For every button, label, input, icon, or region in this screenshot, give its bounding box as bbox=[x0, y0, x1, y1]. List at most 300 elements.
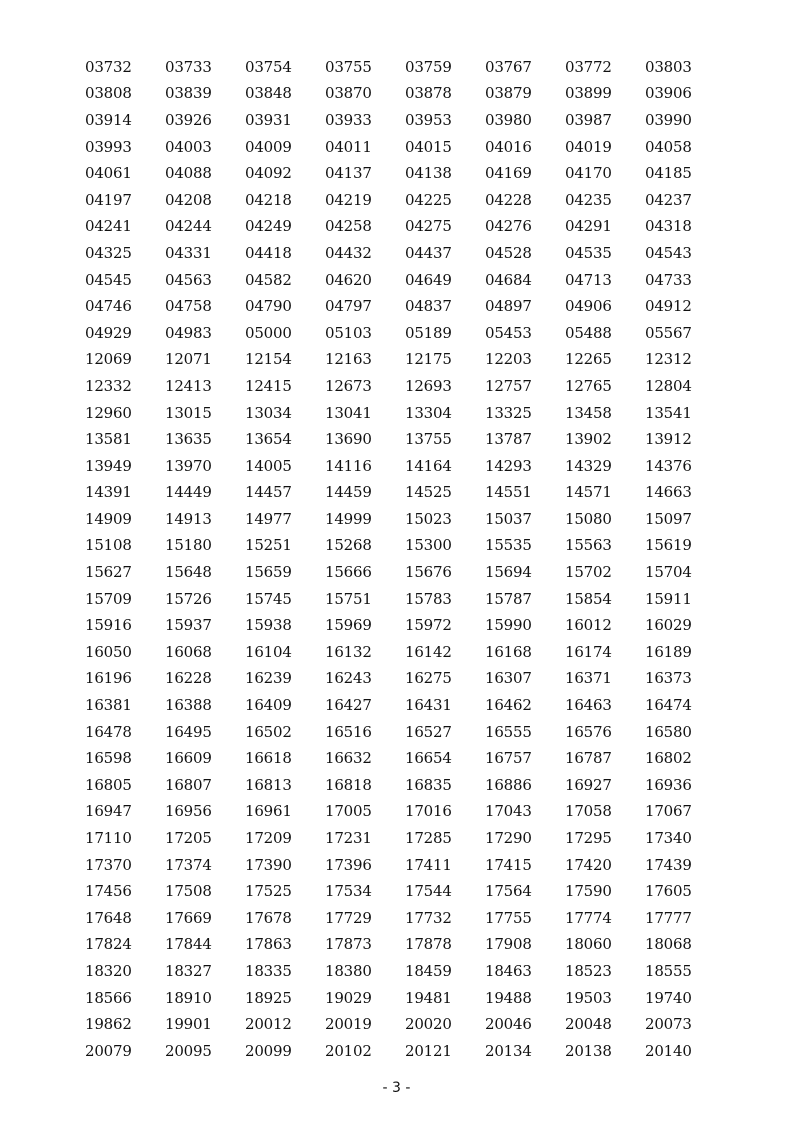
table-row bbox=[85, 958, 725, 985]
number-cell: 15023 bbox=[405, 509, 452, 528]
number-cell: 17340 bbox=[645, 829, 692, 848]
number-cell: 17605 bbox=[645, 882, 692, 901]
number-cell: 20134 bbox=[485, 1041, 532, 1060]
number-cell: 04169 bbox=[485, 164, 532, 183]
number-cell: 18555 bbox=[645, 961, 692, 980]
table-row bbox=[85, 825, 725, 852]
number-cell: 18523 bbox=[565, 961, 612, 980]
number-cell: 04291 bbox=[565, 217, 612, 236]
number-cell: 16807 bbox=[165, 775, 212, 794]
number-cell: 03906 bbox=[645, 84, 692, 103]
table-row bbox=[85, 745, 725, 772]
number-cell: 17844 bbox=[165, 935, 212, 954]
number-cell: 04228 bbox=[485, 190, 532, 209]
number-cell: 16050 bbox=[85, 642, 132, 661]
number-cell: 04003 bbox=[165, 137, 212, 156]
number-cell: 17824 bbox=[85, 935, 132, 954]
number-cell: 03990 bbox=[645, 110, 692, 129]
number-cell: 12415 bbox=[245, 376, 292, 395]
number-cell: 04138 bbox=[405, 164, 452, 183]
number-cell: 12960 bbox=[85, 403, 132, 422]
number-cell: 03993 bbox=[85, 137, 132, 156]
number-cell: 17043 bbox=[485, 802, 532, 821]
table-row bbox=[85, 54, 725, 81]
number-cell: 03732 bbox=[85, 57, 132, 76]
number-cell: 16835 bbox=[405, 775, 452, 794]
table-row bbox=[85, 214, 725, 241]
number-cell: 15916 bbox=[85, 616, 132, 635]
number-cell: 05189 bbox=[405, 323, 452, 342]
number-cell: 04009 bbox=[245, 137, 292, 156]
number-cell: 15990 bbox=[485, 616, 532, 635]
number-cell: 03987 bbox=[565, 110, 612, 129]
number-cell: 04545 bbox=[85, 270, 132, 289]
number-cell: 04185 bbox=[645, 164, 692, 183]
number-cell: 04897 bbox=[485, 297, 532, 316]
number-cell: 13304 bbox=[405, 403, 452, 422]
number-cell: 13949 bbox=[85, 456, 132, 475]
number-cell: 13690 bbox=[325, 430, 372, 449]
number-cell: 14913 bbox=[165, 509, 212, 528]
number-cell: 12765 bbox=[565, 376, 612, 395]
number-cell: 04208 bbox=[165, 190, 212, 209]
number-cell: 12673 bbox=[325, 376, 372, 395]
number-cell: 04137 bbox=[325, 164, 372, 183]
number-cell: 18566 bbox=[85, 988, 132, 1007]
number-cell: 15709 bbox=[85, 589, 132, 608]
number-cell: 17678 bbox=[245, 908, 292, 927]
number-cell: 14551 bbox=[485, 483, 532, 502]
number-cell: 04092 bbox=[245, 164, 292, 183]
number-cell: 15938 bbox=[245, 616, 292, 635]
number-cell: 12069 bbox=[85, 350, 132, 369]
number-cell: 16174 bbox=[565, 642, 612, 661]
number-cell: 17908 bbox=[485, 935, 532, 954]
table-row bbox=[85, 878, 725, 905]
number-cell: 15268 bbox=[325, 536, 372, 555]
number-cell: 13970 bbox=[165, 456, 212, 475]
number-cell: 17590 bbox=[565, 882, 612, 901]
number-cell: 04235 bbox=[565, 190, 612, 209]
number-cell: 15937 bbox=[165, 616, 212, 635]
number-cell: 03848 bbox=[245, 84, 292, 103]
number-cell: 03926 bbox=[165, 110, 212, 129]
table-row bbox=[85, 639, 725, 666]
number-cell: 03879 bbox=[485, 84, 532, 103]
number-cell: 19740 bbox=[645, 988, 692, 1007]
number-cell: 04733 bbox=[645, 270, 692, 289]
number-cell: 14977 bbox=[245, 509, 292, 528]
number-cell: 12332 bbox=[85, 376, 132, 395]
number-cell: 03755 bbox=[325, 57, 372, 76]
number-cell: 20102 bbox=[325, 1041, 372, 1060]
number-cell: 15251 bbox=[245, 536, 292, 555]
number-cell: 14457 bbox=[245, 483, 292, 502]
number-cell: 20048 bbox=[565, 1015, 612, 1034]
number-cell: 03870 bbox=[325, 84, 372, 103]
number-cell: 18459 bbox=[405, 961, 452, 980]
table-row bbox=[85, 160, 725, 187]
number-cell: 17374 bbox=[165, 855, 212, 874]
number-cell: 04197 bbox=[85, 190, 132, 209]
number-cell: 14571 bbox=[565, 483, 612, 502]
number-cell: 16012 bbox=[565, 616, 612, 635]
number-cell: 16373 bbox=[645, 669, 692, 688]
number-cell: 04276 bbox=[485, 217, 532, 236]
number-cell: 16228 bbox=[165, 669, 212, 688]
number-cell: 12757 bbox=[485, 376, 532, 395]
table-row bbox=[85, 1038, 725, 1065]
number-cell: 14376 bbox=[645, 456, 692, 475]
number-cell: 04837 bbox=[405, 297, 452, 316]
number-cell: 17774 bbox=[565, 908, 612, 927]
number-cell: 14293 bbox=[485, 456, 532, 475]
number-cell: 15787 bbox=[485, 589, 532, 608]
number-cell: 03914 bbox=[85, 110, 132, 129]
number-cell: 16947 bbox=[85, 802, 132, 821]
number-cell: 16787 bbox=[565, 749, 612, 768]
number-cell: 14999 bbox=[325, 509, 372, 528]
number-cell: 16068 bbox=[165, 642, 212, 661]
number-cell: 17016 bbox=[405, 802, 452, 821]
number-cell: 16818 bbox=[325, 775, 372, 794]
number-cell: 13635 bbox=[165, 430, 212, 449]
number-cell: 13787 bbox=[485, 430, 532, 449]
number-cell: 15854 bbox=[565, 589, 612, 608]
number-cell: 17370 bbox=[85, 855, 132, 874]
number-cell: 17390 bbox=[245, 855, 292, 874]
number-cell: 04563 bbox=[165, 270, 212, 289]
number-cell: 17209 bbox=[245, 829, 292, 848]
table-row bbox=[85, 932, 725, 959]
number-cell: 12265 bbox=[565, 350, 612, 369]
number-cell: 13902 bbox=[565, 430, 612, 449]
number-cell: 17058 bbox=[565, 802, 612, 821]
number-cell: 17863 bbox=[245, 935, 292, 954]
number-cell: 04218 bbox=[245, 190, 292, 209]
number-cell: 18380 bbox=[325, 961, 372, 980]
table-row bbox=[85, 852, 725, 879]
number-cell: 13541 bbox=[645, 403, 692, 422]
number-cell: 15666 bbox=[325, 563, 372, 582]
number-cell: 18068 bbox=[645, 935, 692, 954]
number-cell: 15659 bbox=[245, 563, 292, 582]
table-row bbox=[85, 373, 725, 400]
number-cell: 04912 bbox=[645, 297, 692, 316]
number-cell: 18925 bbox=[245, 988, 292, 1007]
number-cell: 16813 bbox=[245, 775, 292, 794]
number-cell: 04983 bbox=[165, 323, 212, 342]
number-cell: 03767 bbox=[485, 57, 532, 76]
number-cell: 14909 bbox=[85, 509, 132, 528]
number-cell: 16132 bbox=[325, 642, 372, 661]
number-cell: 16388 bbox=[165, 696, 212, 715]
number-cell: 14449 bbox=[165, 483, 212, 502]
number-cell: 15704 bbox=[645, 563, 692, 582]
number-cell: 12175 bbox=[405, 350, 452, 369]
number-cell: 17525 bbox=[245, 882, 292, 901]
number-cell: 16555 bbox=[485, 722, 532, 741]
number-cell: 14329 bbox=[565, 456, 612, 475]
number-cell: 04016 bbox=[485, 137, 532, 156]
number-cell: 04241 bbox=[85, 217, 132, 236]
number-cell: 16502 bbox=[245, 722, 292, 741]
number-cell: 12804 bbox=[645, 376, 692, 395]
number-cell: 04170 bbox=[565, 164, 612, 183]
number-cell: 20046 bbox=[485, 1015, 532, 1034]
number-cell: 16802 bbox=[645, 749, 692, 768]
number-cell: 14663 bbox=[645, 483, 692, 502]
number-cell: 04249 bbox=[245, 217, 292, 236]
number-cell: 04432 bbox=[325, 243, 372, 262]
number-table bbox=[85, 54, 725, 1065]
table-row bbox=[85, 107, 725, 134]
number-cell: 16029 bbox=[645, 616, 692, 635]
number-cell: 20012 bbox=[245, 1015, 292, 1034]
number-cell: 16431 bbox=[405, 696, 452, 715]
number-cell: 16654 bbox=[405, 749, 452, 768]
number-cell: 20138 bbox=[565, 1041, 612, 1060]
number-cell: 16927 bbox=[565, 775, 612, 794]
number-cell: 16478 bbox=[85, 722, 132, 741]
number-cell: 14525 bbox=[405, 483, 452, 502]
number-cell: 14164 bbox=[405, 456, 452, 475]
number-cell: 12154 bbox=[245, 350, 292, 369]
number-cell: 15694 bbox=[485, 563, 532, 582]
number-cell: 04244 bbox=[165, 217, 212, 236]
number-cell: 17669 bbox=[165, 908, 212, 927]
table-row bbox=[85, 612, 725, 639]
number-cell: 13325 bbox=[485, 403, 532, 422]
number-cell: 16886 bbox=[485, 775, 532, 794]
number-cell: 04225 bbox=[405, 190, 452, 209]
number-cell: 13041 bbox=[325, 403, 372, 422]
number-cell: 15108 bbox=[85, 536, 132, 555]
number-cell: 05488 bbox=[565, 323, 612, 342]
number-cell: 16495 bbox=[165, 722, 212, 741]
number-cell: 12203 bbox=[485, 350, 532, 369]
number-cell: 04331 bbox=[165, 243, 212, 262]
number-cell: 17534 bbox=[325, 882, 372, 901]
number-cell: 04528 bbox=[485, 243, 532, 262]
table-row bbox=[85, 559, 725, 586]
number-cell: 03754 bbox=[245, 57, 292, 76]
number-cell: 19488 bbox=[485, 988, 532, 1007]
number-cell: 16474 bbox=[645, 696, 692, 715]
number-cell: 16381 bbox=[85, 696, 132, 715]
number-cell: 17420 bbox=[565, 855, 612, 874]
table-row bbox=[85, 293, 725, 320]
number-cell: 15180 bbox=[165, 536, 212, 555]
number-cell: 04015 bbox=[405, 137, 452, 156]
number-cell: 03839 bbox=[165, 84, 212, 103]
number-cell: 15726 bbox=[165, 589, 212, 608]
number-cell: 16936 bbox=[645, 775, 692, 794]
number-cell: 20020 bbox=[405, 1015, 452, 1034]
number-cell: 04318 bbox=[645, 217, 692, 236]
number-cell: 15037 bbox=[485, 509, 532, 528]
number-cell: 04237 bbox=[645, 190, 692, 209]
table-row bbox=[85, 240, 725, 267]
table-row bbox=[85, 426, 725, 453]
number-cell: 17290 bbox=[485, 829, 532, 848]
number-cell: 17411 bbox=[405, 855, 452, 874]
table-row bbox=[85, 453, 725, 480]
number-cell: 04620 bbox=[325, 270, 372, 289]
number-cell: 18335 bbox=[245, 961, 292, 980]
number-cell: 20140 bbox=[645, 1041, 692, 1060]
number-cell: 03733 bbox=[165, 57, 212, 76]
number-cell: 17648 bbox=[85, 908, 132, 927]
number-cell: 03933 bbox=[325, 110, 372, 129]
number-cell: 14391 bbox=[85, 483, 132, 502]
number-cell: 17396 bbox=[325, 855, 372, 874]
number-cell: 15300 bbox=[405, 536, 452, 555]
number-cell: 17067 bbox=[645, 802, 692, 821]
number-cell: 20095 bbox=[165, 1041, 212, 1060]
table-row bbox=[85, 719, 725, 746]
number-cell: 04058 bbox=[645, 137, 692, 156]
number-cell: 16196 bbox=[85, 669, 132, 688]
number-cell: 19862 bbox=[85, 1015, 132, 1034]
number-cell: 13034 bbox=[245, 403, 292, 422]
number-cell: 13654 bbox=[245, 430, 292, 449]
number-cell: 04684 bbox=[485, 270, 532, 289]
number-cell: 15676 bbox=[405, 563, 452, 582]
number-cell: 17544 bbox=[405, 882, 452, 901]
number-cell: 16598 bbox=[85, 749, 132, 768]
number-cell: 03899 bbox=[565, 84, 612, 103]
number-cell: 13912 bbox=[645, 430, 692, 449]
number-cell: 19481 bbox=[405, 988, 452, 1007]
number-cell: 16618 bbox=[245, 749, 292, 768]
number-cell: 04797 bbox=[325, 297, 372, 316]
number-cell: 16609 bbox=[165, 749, 212, 768]
number-cell: 14459 bbox=[325, 483, 372, 502]
number-cell: 12693 bbox=[405, 376, 452, 395]
number-cell: 16463 bbox=[565, 696, 612, 715]
number-cell: 04746 bbox=[85, 297, 132, 316]
number-cell: 17732 bbox=[405, 908, 452, 927]
number-cell: 15783 bbox=[405, 589, 452, 608]
number-cell: 05567 bbox=[645, 323, 692, 342]
number-cell: 16239 bbox=[245, 669, 292, 688]
number-cell: 18463 bbox=[485, 961, 532, 980]
number-cell: 14005 bbox=[245, 456, 292, 475]
table-row bbox=[85, 480, 725, 507]
number-cell: 15535 bbox=[485, 536, 532, 555]
number-cell: 03980 bbox=[485, 110, 532, 129]
number-cell: 03808 bbox=[85, 84, 132, 103]
number-cell: 13581 bbox=[85, 430, 132, 449]
number-cell: 16371 bbox=[565, 669, 612, 688]
number-cell: 20019 bbox=[325, 1015, 372, 1034]
table-row bbox=[85, 1011, 725, 1038]
number-cell: 16307 bbox=[485, 669, 532, 688]
number-cell: 12413 bbox=[165, 376, 212, 395]
number-cell: 05453 bbox=[485, 323, 532, 342]
number-cell: 15751 bbox=[325, 589, 372, 608]
number-cell: 04088 bbox=[165, 164, 212, 183]
number-cell: 16576 bbox=[565, 722, 612, 741]
number-cell: 17873 bbox=[325, 935, 372, 954]
number-cell: 04649 bbox=[405, 270, 452, 289]
table-row bbox=[85, 905, 725, 932]
number-cell: 15911 bbox=[645, 589, 692, 608]
number-cell: 15619 bbox=[645, 536, 692, 555]
number-cell: 17564 bbox=[485, 882, 532, 901]
number-cell: 15563 bbox=[565, 536, 612, 555]
number-cell: 12071 bbox=[165, 350, 212, 369]
table-row bbox=[85, 134, 725, 161]
number-cell: 16956 bbox=[165, 802, 212, 821]
number-cell: 16275 bbox=[405, 669, 452, 688]
number-cell: 16427 bbox=[325, 696, 372, 715]
number-cell: 04790 bbox=[245, 297, 292, 316]
number-cell: 20121 bbox=[405, 1041, 452, 1060]
number-cell: 16243 bbox=[325, 669, 372, 688]
number-cell: 04219 bbox=[325, 190, 372, 209]
number-cell: 18060 bbox=[565, 935, 612, 954]
number-cell: 20073 bbox=[645, 1015, 692, 1034]
number-cell: 04011 bbox=[325, 137, 372, 156]
number-cell: 04437 bbox=[405, 243, 452, 262]
table-row bbox=[85, 692, 725, 719]
number-cell: 17205 bbox=[165, 829, 212, 848]
number-cell: 12312 bbox=[645, 350, 692, 369]
number-cell: 16757 bbox=[485, 749, 532, 768]
number-cell: 17295 bbox=[565, 829, 612, 848]
number-cell: 18327 bbox=[165, 961, 212, 980]
number-cell: 04713 bbox=[565, 270, 612, 289]
number-cell: 05000 bbox=[245, 323, 292, 342]
number-cell: 19029 bbox=[325, 988, 372, 1007]
number-cell: 15745 bbox=[245, 589, 292, 608]
number-cell: 16104 bbox=[245, 642, 292, 661]
number-cell: 17755 bbox=[485, 908, 532, 927]
number-cell: 16409 bbox=[245, 696, 292, 715]
number-cell: 05103 bbox=[325, 323, 372, 342]
number-cell: 04019 bbox=[565, 137, 612, 156]
number-cell: 17777 bbox=[645, 908, 692, 927]
table-row bbox=[85, 666, 725, 693]
table-row bbox=[85, 586, 725, 613]
number-cell: 16516 bbox=[325, 722, 372, 741]
number-cell: 12163 bbox=[325, 350, 372, 369]
number-cell: 15972 bbox=[405, 616, 452, 635]
number-cell: 16527 bbox=[405, 722, 452, 741]
number-cell: 17005 bbox=[325, 802, 372, 821]
number-cell: 04929 bbox=[85, 323, 132, 342]
number-cell: 04275 bbox=[405, 217, 452, 236]
table-row bbox=[85, 533, 725, 560]
number-cell: 16462 bbox=[485, 696, 532, 715]
number-cell: 15702 bbox=[565, 563, 612, 582]
number-cell: 17878 bbox=[405, 935, 452, 954]
number-cell: 19901 bbox=[165, 1015, 212, 1034]
number-cell: 18910 bbox=[165, 988, 212, 1007]
table-row bbox=[85, 772, 725, 799]
table-row bbox=[85, 267, 725, 294]
number-cell: 17439 bbox=[645, 855, 692, 874]
number-cell: 16961 bbox=[245, 802, 292, 821]
number-cell: 15969 bbox=[325, 616, 372, 635]
number-cell: 17110 bbox=[85, 829, 132, 848]
number-cell: 16142 bbox=[405, 642, 452, 661]
number-cell: 16580 bbox=[645, 722, 692, 741]
number-cell: 04582 bbox=[245, 270, 292, 289]
number-cell: 03759 bbox=[405, 57, 452, 76]
